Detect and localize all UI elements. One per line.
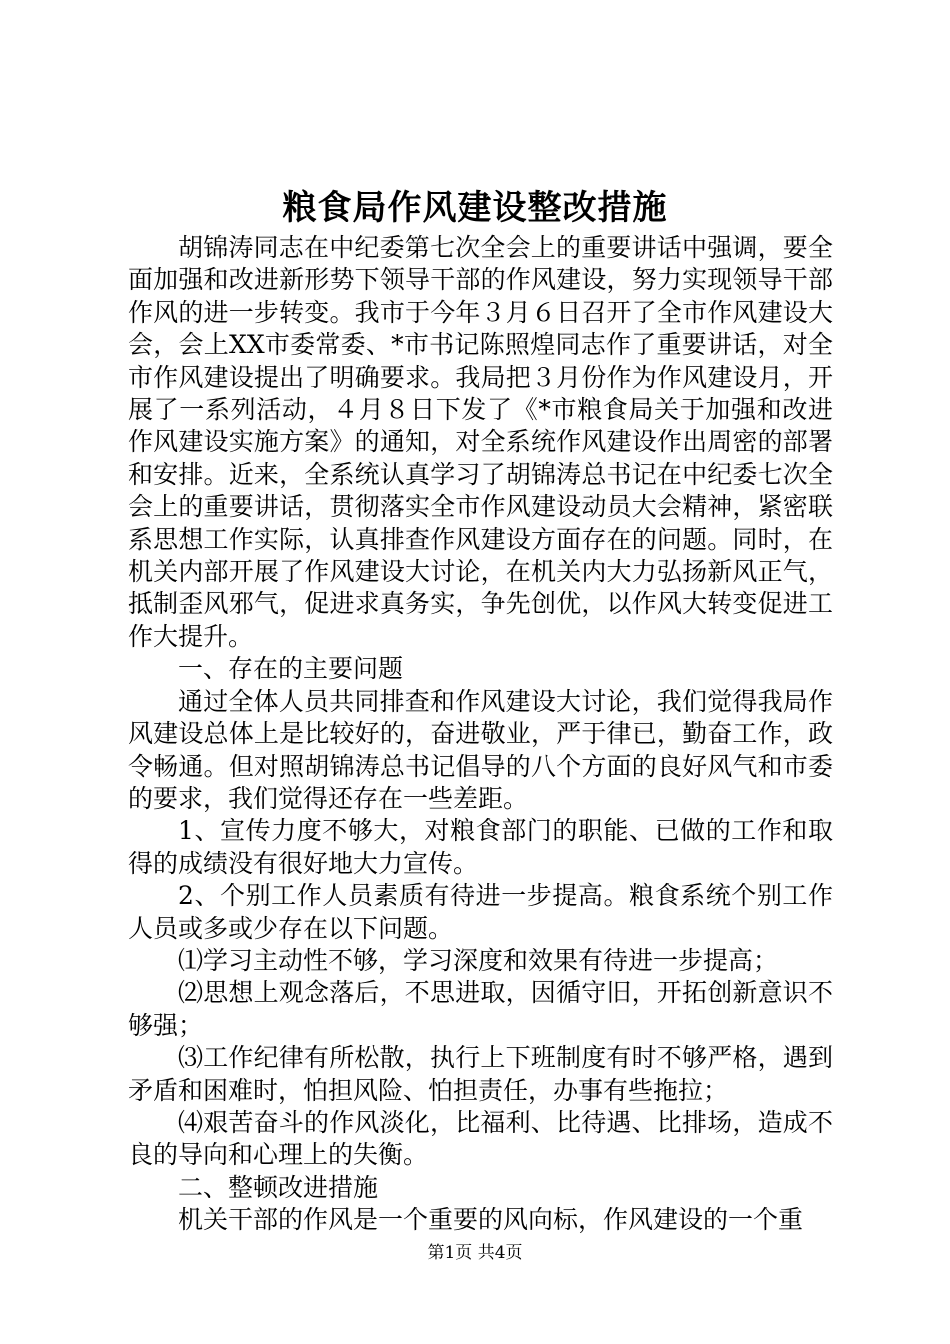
measures-paragraph: 机关干部的作风是一个重要的风向标，作风建设的一个重 xyxy=(178,1205,804,1235)
sub-problem-2: ⑵思想上观念落后，不思进取，因循守旧，开拓创新意识不够强； xyxy=(128,978,833,1040)
problem-item-2: 2、个别工作人员素质有待进一步提高。粮食系统个别工作人员或多或少存在以下问题。 xyxy=(128,881,833,943)
sub-problem-4: ⑷艰苦奋斗的作风淡化，比福利、比待遇、比排场，造成不良的导向和心理上的失衡。 xyxy=(128,1107,833,1170)
page-footer: 第1页 共4页 xyxy=(427,1243,523,1263)
sub-problem-3: ⑶工作纪律有所松散，执行上下班制度有时不够严格，遇到矛盾和困难时，怕担风险、怕担责任，办事有些拖拉； xyxy=(128,1043,833,1105)
section-heading-measures: 二、整顿改进措施 xyxy=(178,1172,379,1202)
document-title: 粮食局作风建设整改措施 xyxy=(282,188,668,228)
sub-problem-1: ⑴学习主动性不够，学习深度和效果有待进一步提高； xyxy=(178,945,779,975)
problems-summary-paragraph: 通过全体人员共同排查和作风建设大讨论，我们觉得我局作风建设总体上是比较好的，奋进敬业，严于律已，勤奋工作，政令畅通。但对照胡锦涛总书记倡导的八个方面的良好风气和市委的要求，我们觉得还存在一些差距。 xyxy=(128,686,833,813)
section-heading-problems: 一、存在的主要问题 xyxy=(178,654,404,684)
document-body xyxy=(128,232,833,1237)
problem-item-1: 1、宣传力度不够大，对粮食部门的职能、已做的工作和取得的成绩没有很好地大力宣传。 xyxy=(128,816,833,878)
intro-paragraph: 胡锦涛同志在中纪委第七次全会上的重要讲话中强调，要全面加强和改进新形势下领导干部的作风建设，努力实现领导干部作风的进一步转变。我市于今年３月６日召开了全市作风建设大会，会上XX市委常委、*市书记陈照煌同志作了重要讲话，对全市作风建设提出了明确要求。我局把３月份作为作风建设月，开展了一系列活动，４月８日下发了《*市粮食局关于加强和改进作风建设实施方案》的通知，对全系统作风建设作出周密的部署和安排。近来，全系统认真学习了胡锦涛总书记在中纪委七次全会上的重要讲话，贯彻落实全市作风建设动员大会精神，紧密联系思想工作实际，认真排查作风建设方面存在的问题。同时，在机关内部开展了作风建设大讨论，在机关内大力弘扬新风正气，抵制歪风邪气，促进求真务实，争先创优，以作风大转变促进工作大提升。 xyxy=(128,233,833,651)
